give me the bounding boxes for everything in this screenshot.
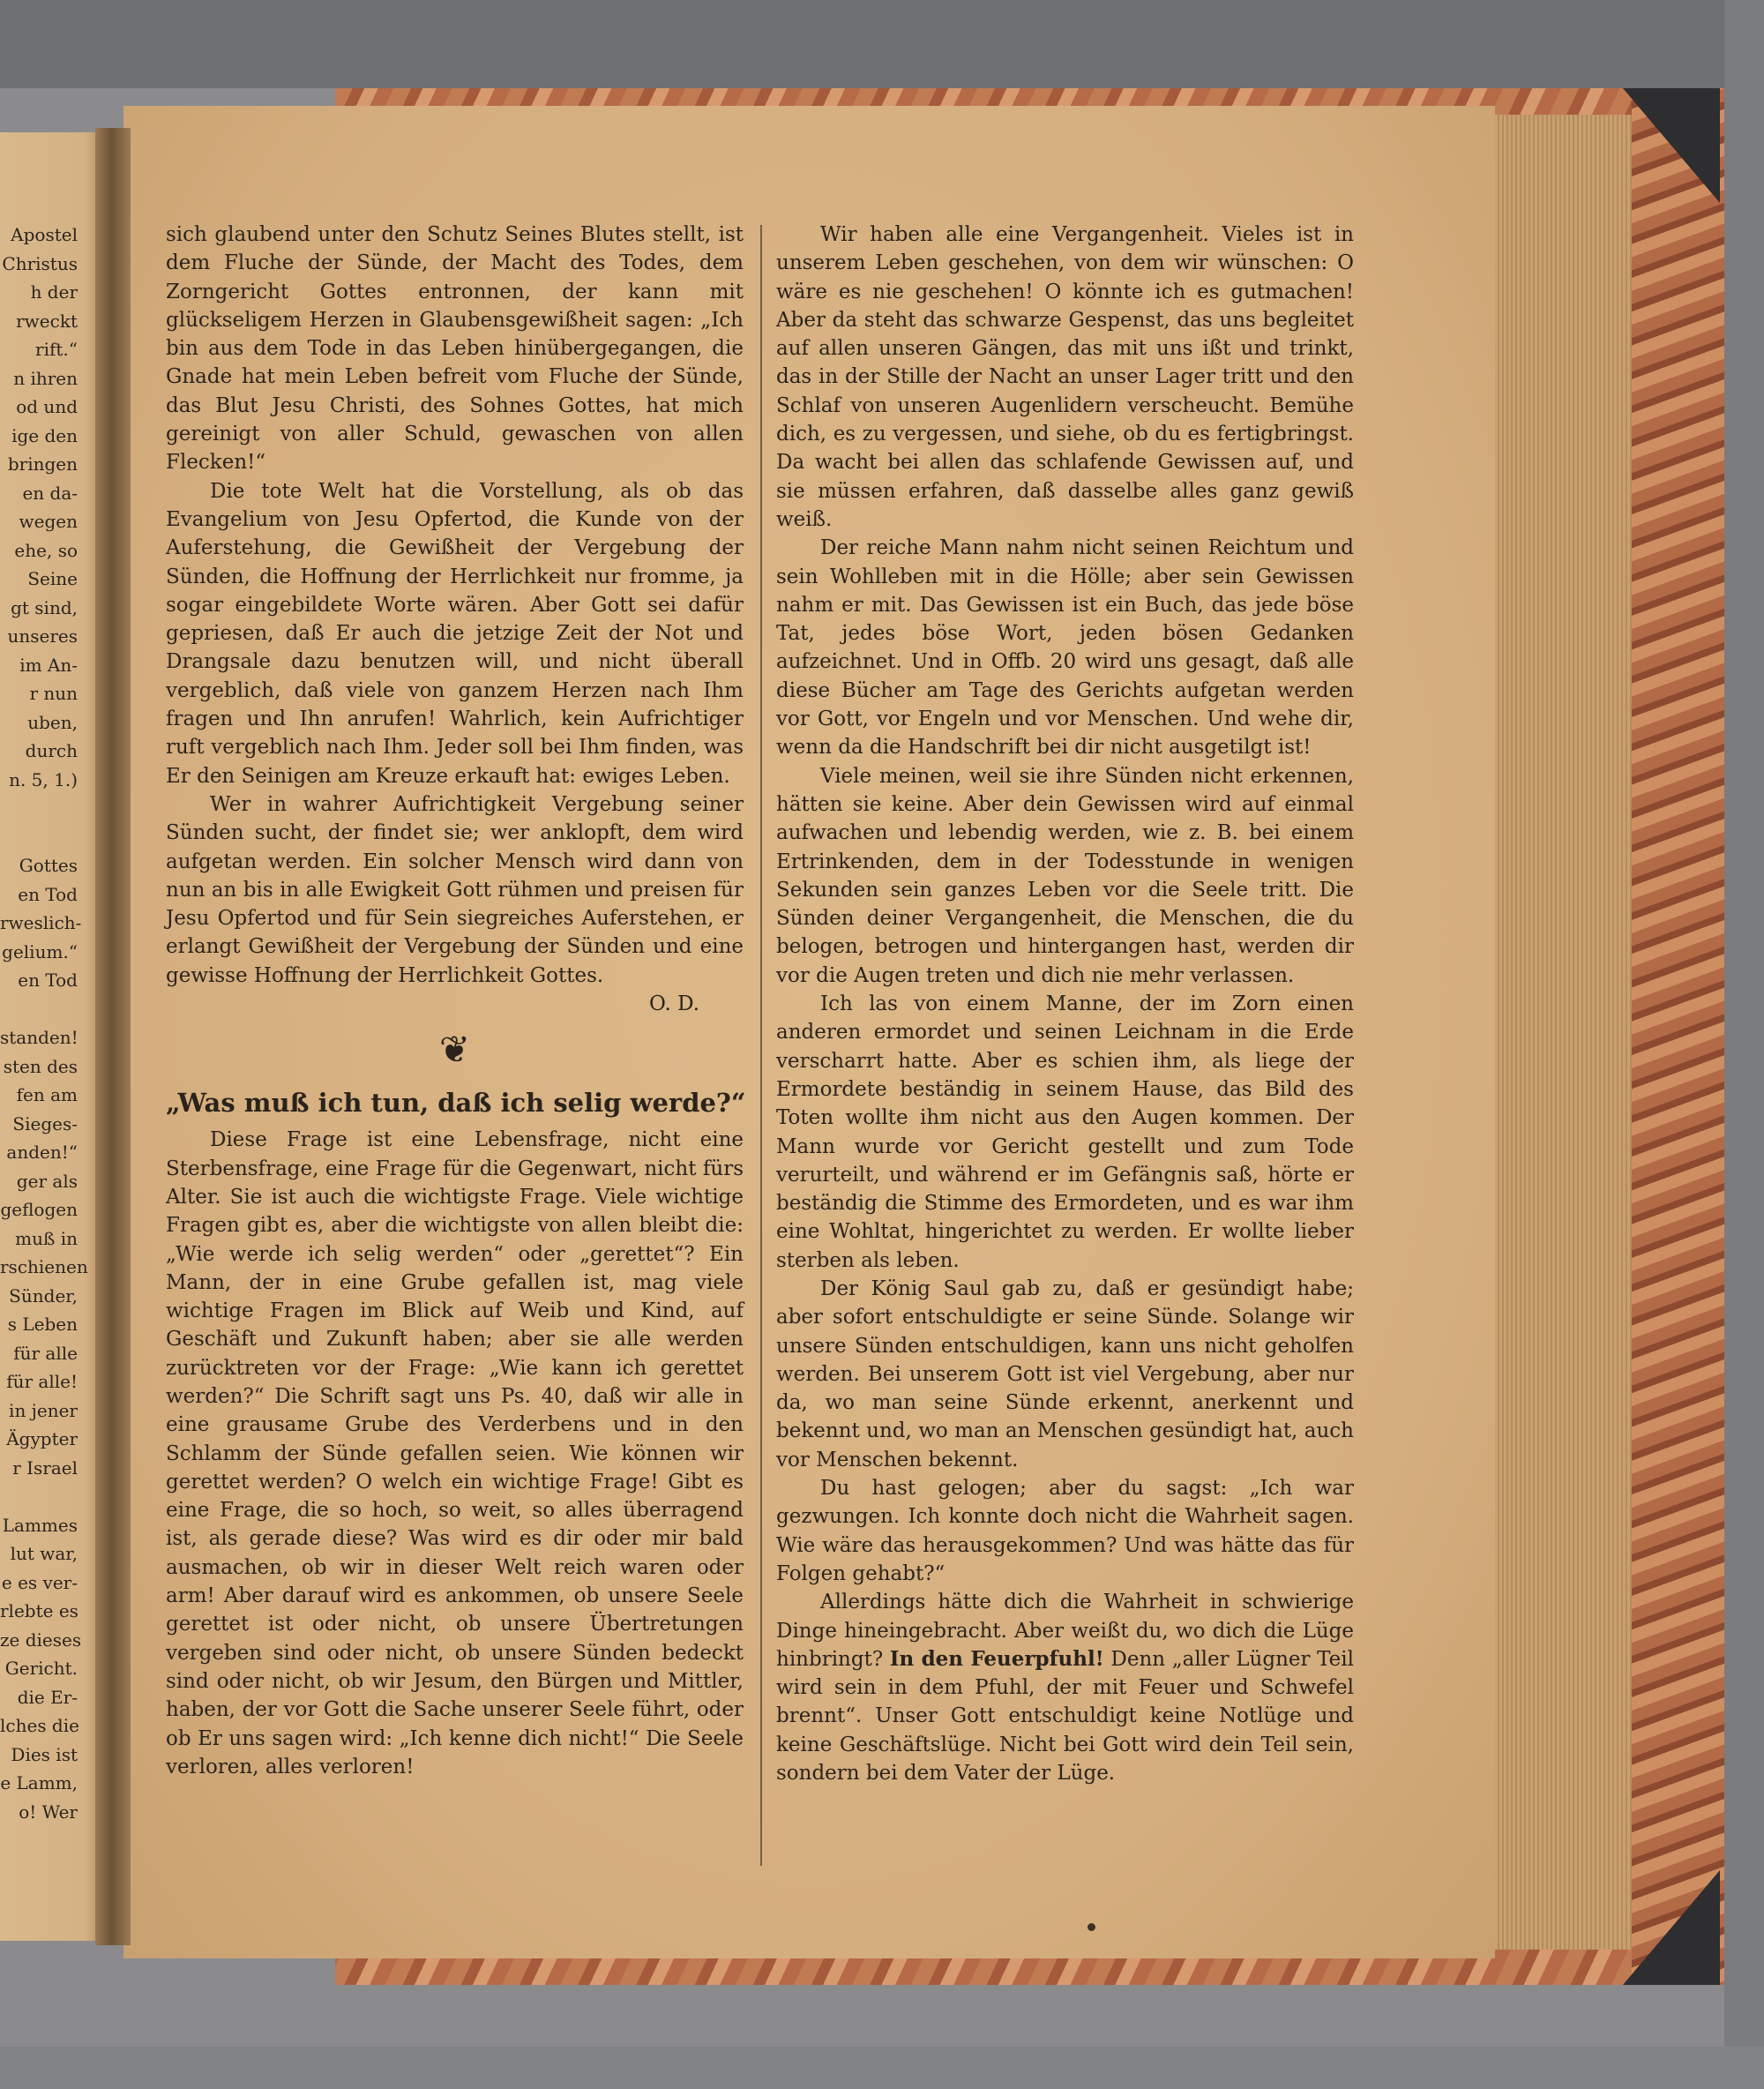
cover-corner-bottom xyxy=(1623,1870,1720,1985)
left-fragment-line: für alle xyxy=(13,1342,78,1364)
paragraph: Wir haben alle eine Vergangenheit. Vieles ist in unserem Leben geschehen, von dem wir wünschen: O wäre es nie geschehen! O könnte ich es gutmachen! Aber da steht das schwarze Gespenst, das uns begleitet auf allen unseren Gängen, das mit uns ißt und trinkt, das in der Stille der Nacht an unser Lager tritt und den Schlaf von unseren Augenlidern verscheucht. Bemühe dich, es zu vergessen, und siehe, ob du es fertigbringst. Da wacht bei allen das schlafende Gewissen auf, und sie müssen erfahren, daß dasselbe alles ganz gewiß weiß. xyxy=(776,223,1354,531)
left-fragment-line: n. 5, 1.) xyxy=(9,768,78,790)
left-fragment-line: für alle! xyxy=(6,1371,78,1392)
book-gutter xyxy=(95,128,131,1945)
left-fragment-line: en Tod xyxy=(18,883,78,905)
paragraph-text: Denn „aller Lügner Teil wird sein in dem Pfuhl, der mit Feuer und Schwefel brennt“. Unser Gott entschuldigt keine Notlüge und keine Geschäftslüge. Nicht bei Gott wird dein Teil sein, sondern bei dem Vater der Lüge. xyxy=(776,1647,1354,1786)
left-fragment-line: uben, xyxy=(27,711,78,733)
left-fragment-line: r Israel xyxy=(12,1456,78,1479)
left-fragment-line xyxy=(0,1482,78,1511)
paragraph: Der König Saul gab zu, daß er gesündigt habe; aber sofort entschuldigte er seine Sünde. Solange wir unsere Sünden entschuldigen, kann uns nicht geholfen werden. Bei unserem Gott ist viel Vergebung, aber nur da, wo man seine Sünde erkennt, anerkennt und bekennt und, wo man an Menschen gesündigt hat, auch vor Menschen bekennt. xyxy=(776,1277,1354,1471)
left-fragment-line: anden!“ xyxy=(6,1142,78,1163)
left-fragment-line: gelium.“ xyxy=(2,940,78,962)
paragraph: Die tote Welt hat die Vorstellung, als ob das Evangelium von Jesu Opfertod, die Kunde von der Auferstehung, die Gewißheit der Vergebung der Sünden, die Hoffnung der Herrlichkeit nur fromme, ja sogar eingebildete Worte wären. Aber Gott sei dafür gepriesen, daß Er auch die jetzige Zeit der Not und Drangsale dazu benutzen will, und nicht überall vergeblich, daß viele von ganzem Herzen nach Ihm fragen und Ihn anrufen! Wahrlich, kein Aufrichtiger ruft vergeblich nach Ihm. Jeder soll bei Ihm finden, was Er den Seinigen am Kreuze erkauft hat: ewiges Leben. xyxy=(166,479,744,788)
left-fragment-line: Gottes xyxy=(19,855,78,876)
left-fragment-line: gt sind, xyxy=(11,596,78,618)
left-fragment-line: ehe, so xyxy=(14,539,78,561)
left-fragment-line: sten des xyxy=(3,1055,78,1077)
paragraph: sich glaubend unter den Schutz Seines Blutes stellt, ist dem Fluche der Sünde, der Macht des Todes, dem Zorngericht Gottes entronnen, der kann mit glückseligem Herzen in Glaubensgewißheit sagen: „Ich bin aus dem Tode in das Leben hinübergegangen, die Gnade hat mein Leben befreit vom Fluche der Sünde, das Blut Jesu Christi, des Sohnes Gottes, hat mich gereinigt von aller Schuld, gewaschen von allen Flecken!“ xyxy=(166,223,744,475)
left-fragment-line: rlebte es xyxy=(0,1600,78,1621)
left-fragment-line: muß in xyxy=(15,1227,78,1249)
left-fragment-line: ze dieses xyxy=(0,1629,82,1651)
left-fragment-line: rift.“ xyxy=(35,339,78,360)
paragraph xyxy=(776,1588,1354,1787)
marbled-cover-edge xyxy=(1632,88,1724,1985)
page-mark xyxy=(1088,1923,1095,1931)
left-fragment-line: Sünder, xyxy=(9,1284,78,1307)
column-right xyxy=(776,221,1354,1787)
cover-corner-top xyxy=(1623,88,1720,203)
scan-background-top xyxy=(0,0,1764,88)
left-fragment-line: bringen xyxy=(7,453,78,475)
article-heading: „Was muß ich tun, daß ich selig werde?“ xyxy=(166,1088,746,1119)
left-fragment-line: s Leben xyxy=(7,1314,78,1335)
left-fragment-line: Lammes xyxy=(2,1514,78,1536)
left-fragment-line: od und xyxy=(16,396,78,417)
scan-background-right xyxy=(1724,0,1764,2089)
left-fragment-line: die Er- xyxy=(17,1686,78,1708)
left-fragment-line: lut war, xyxy=(10,1543,78,1564)
left-fragment-line xyxy=(0,823,78,852)
paragraph-text: Allerdings hätte dich die Wahrheit in schwierige Dinge hineingebracht. Aber weißt du, wo dich die Lüge hinbringt? xyxy=(776,1591,1354,1671)
left-fragment-line: ger als xyxy=(16,1170,78,1192)
left-fragment-line: o! Wer xyxy=(19,1801,78,1823)
left-fragment-line: n ihren xyxy=(13,367,78,389)
left-page-column-fragments xyxy=(0,221,88,1853)
left-fragment-line: standen! xyxy=(0,1027,78,1048)
left-fragment-line: e es ver- xyxy=(1,1571,78,1593)
left-fragment-line: e Lamm, xyxy=(0,1772,78,1793)
left-fragment-line: im An- xyxy=(19,654,78,676)
left-fragment-line xyxy=(0,794,78,823)
left-fragment-line: Gericht. xyxy=(4,1658,78,1679)
left-fragment-line: wegen xyxy=(19,511,78,532)
left-fragment-line: ige den xyxy=(11,424,78,446)
left-fragment-line: Apostel xyxy=(11,224,78,245)
left-fragment-line: Christus xyxy=(2,252,78,274)
left-fragment-line: unseres xyxy=(7,625,78,647)
paragraph: Ich las von einem Manne, der im Zorn einen anderen ermordet und seinen Leichnam in die Erde verscharrt hatte. Aber es schien ihm, als liege der Ermordete beständig in seinem Hause, das Bild des Toten wollte ihm nicht aus den Augen kommen. Der Mann wurde vor Gericht gestellt und zum Tode verurteilt, und während er im Gefängnis saß, hörte er beständig die Stimme des Ermordeten, und es war ihm eine Wohltat, hingerichtet zu werden. Er wollte lieber sterben als leben. xyxy=(776,992,1354,1272)
left-fragment-line: en Tod xyxy=(18,970,78,991)
paragraph: Diese Frage ist eine Lebensfrage, nicht eine Sterbensfrage, eine Frage für die Gegenwart, nicht fürs Alter. Sie ist auch die wichtigste Frage. Viele wichtige Fragen gibt es, aber die wichtigste von allen bleibt die: „Wie werde ich selig werden“ oder „gerettet“? Ein Mann, der in eine Grube gefallen ist, mag viele wichtige Fragen im Blick auf Weib und Kind, auf Geschäft und Zukunft haben; aber sie alle werden zurücktreten vor der Frage: „Wie kann ich gerettet werden?“ Die Schrift sagt uns Ps. 40, daß wir alle in eine grausame Grube des Verderbens und in den Schlamm der Sünde gefallen seien. Wie können wir gerettet werden? O welch ein wichtige Frage! Gibt es eine Frage, die so hoch, so weit, so alles überragend ist, als gerade diese? Was wird es dir oder mir bald ausmachen, ob wir in dieser Welt reich waren oder arm! Aber darauf wird es ankommen, ob unsere Seele gerettet ist oder nicht, ob unsere Übertretungen vergeben sind oder nicht, ob unsere Sünden bedeckt sind oder nicht, ob wir Jesum, den Bürgen und Mittler, haben, der vor Gott die Sache unserer Seele führt, oder ob Er uns sagen wird: „Ich kenne dich nicht!“ Die Seele verloren, alles verloren! xyxy=(166,1128,744,1778)
left-fragment-line: fen am xyxy=(16,1084,78,1105)
scan-background-bottom xyxy=(0,2047,1764,2089)
left-fragment-line: en da- xyxy=(22,482,78,504)
left-fragment-line: rweckt xyxy=(16,310,78,332)
left-fragment-line: Ägypter xyxy=(6,1428,78,1449)
left-fragment-line xyxy=(0,995,78,1024)
paragraph: Du hast gelogen; aber du sagst: „Ich war gezwungen. Ich konnte doch nicht die Wahrheit sagen. Wie wäre das herausgekommen? Und was hätte das für Folgen gehabt?“ xyxy=(776,1477,1354,1585)
left-fragment-line: rschienen xyxy=(0,1256,88,1277)
left-fragment-line: h der xyxy=(30,281,78,303)
left-fragment-line: geflogen xyxy=(0,1199,78,1220)
section-ornament: ❦ xyxy=(438,1028,471,1072)
column-left xyxy=(166,221,744,1781)
left-fragment-line: Dies ist xyxy=(11,1743,78,1765)
left-fragment-line: Seine xyxy=(27,568,78,589)
paragraph: Der reiche Mann nahm nicht seinen Reichtum und sein Wohlleben mit in die Hölle; aber sein Gewissen nahm er mit. Das Gewissen ist ein Buch, das jede böse Tat, jedes böse Wort, jeden bösen Gedanken aufzeichnet. Und in Offb. 20 wird uns gesagt, daß alle diese Bücher am Tage des Gerichts aufgetan werden vor Gott, vor Engeln und vor Menschen. Und wehe dir, wenn da die Handschrift bei dir nicht ausgetilgt ist! xyxy=(776,536,1354,760)
left-fragment-line: rweslich- xyxy=(0,912,82,933)
left-fragment-line: r nun xyxy=(29,683,78,704)
left-fragment-line: lches die xyxy=(0,1715,79,1736)
page-block-edges xyxy=(1491,115,1632,1950)
emphasized-text: In den Feuerpfuhl! xyxy=(889,1646,1104,1671)
left-fragment-line: Sieges- xyxy=(12,1112,78,1134)
column-divider xyxy=(760,225,762,1866)
paragraph: Wer in wahrer Aufrichtigkeit Vergebung seiner Sünden sucht, der findet sie; wer anklopft, dem wird aufgetan werden. Ein solcher Mensch wird dann von nun an bis in alle Ewigkeit Gott rühmen und preisen für Jesu Opfertod und für Sein siegreiches Auferstehen, er erlangt Gewißheit der Vergebung der Sünden und eine gewisse Hoffnung der Herrlichkeit Gottes. xyxy=(166,792,744,987)
left-fragment-line: durch xyxy=(25,740,78,761)
left-fragment-line: in jener xyxy=(9,1399,78,1421)
author-signature: O. D. xyxy=(648,992,699,1016)
paragraph: Viele meinen, weil sie ihre Sünden nicht erkennen, hätten sie keine. Aber dein Gewissen wird auf einmal aufwachen und lebendig werden, wie z. B. bei einem Ertrinkenden, dem in der Todesstunde in wenigen Sekunden sein ganzes Leben vor die Seele tritt. Die Sünden deiner Vergangenheit, die Menschen, die du belogen, betrogen und hintergangen hast, werden dir vor die Augen treten und dich nie mehr verlassen. xyxy=(776,764,1354,987)
